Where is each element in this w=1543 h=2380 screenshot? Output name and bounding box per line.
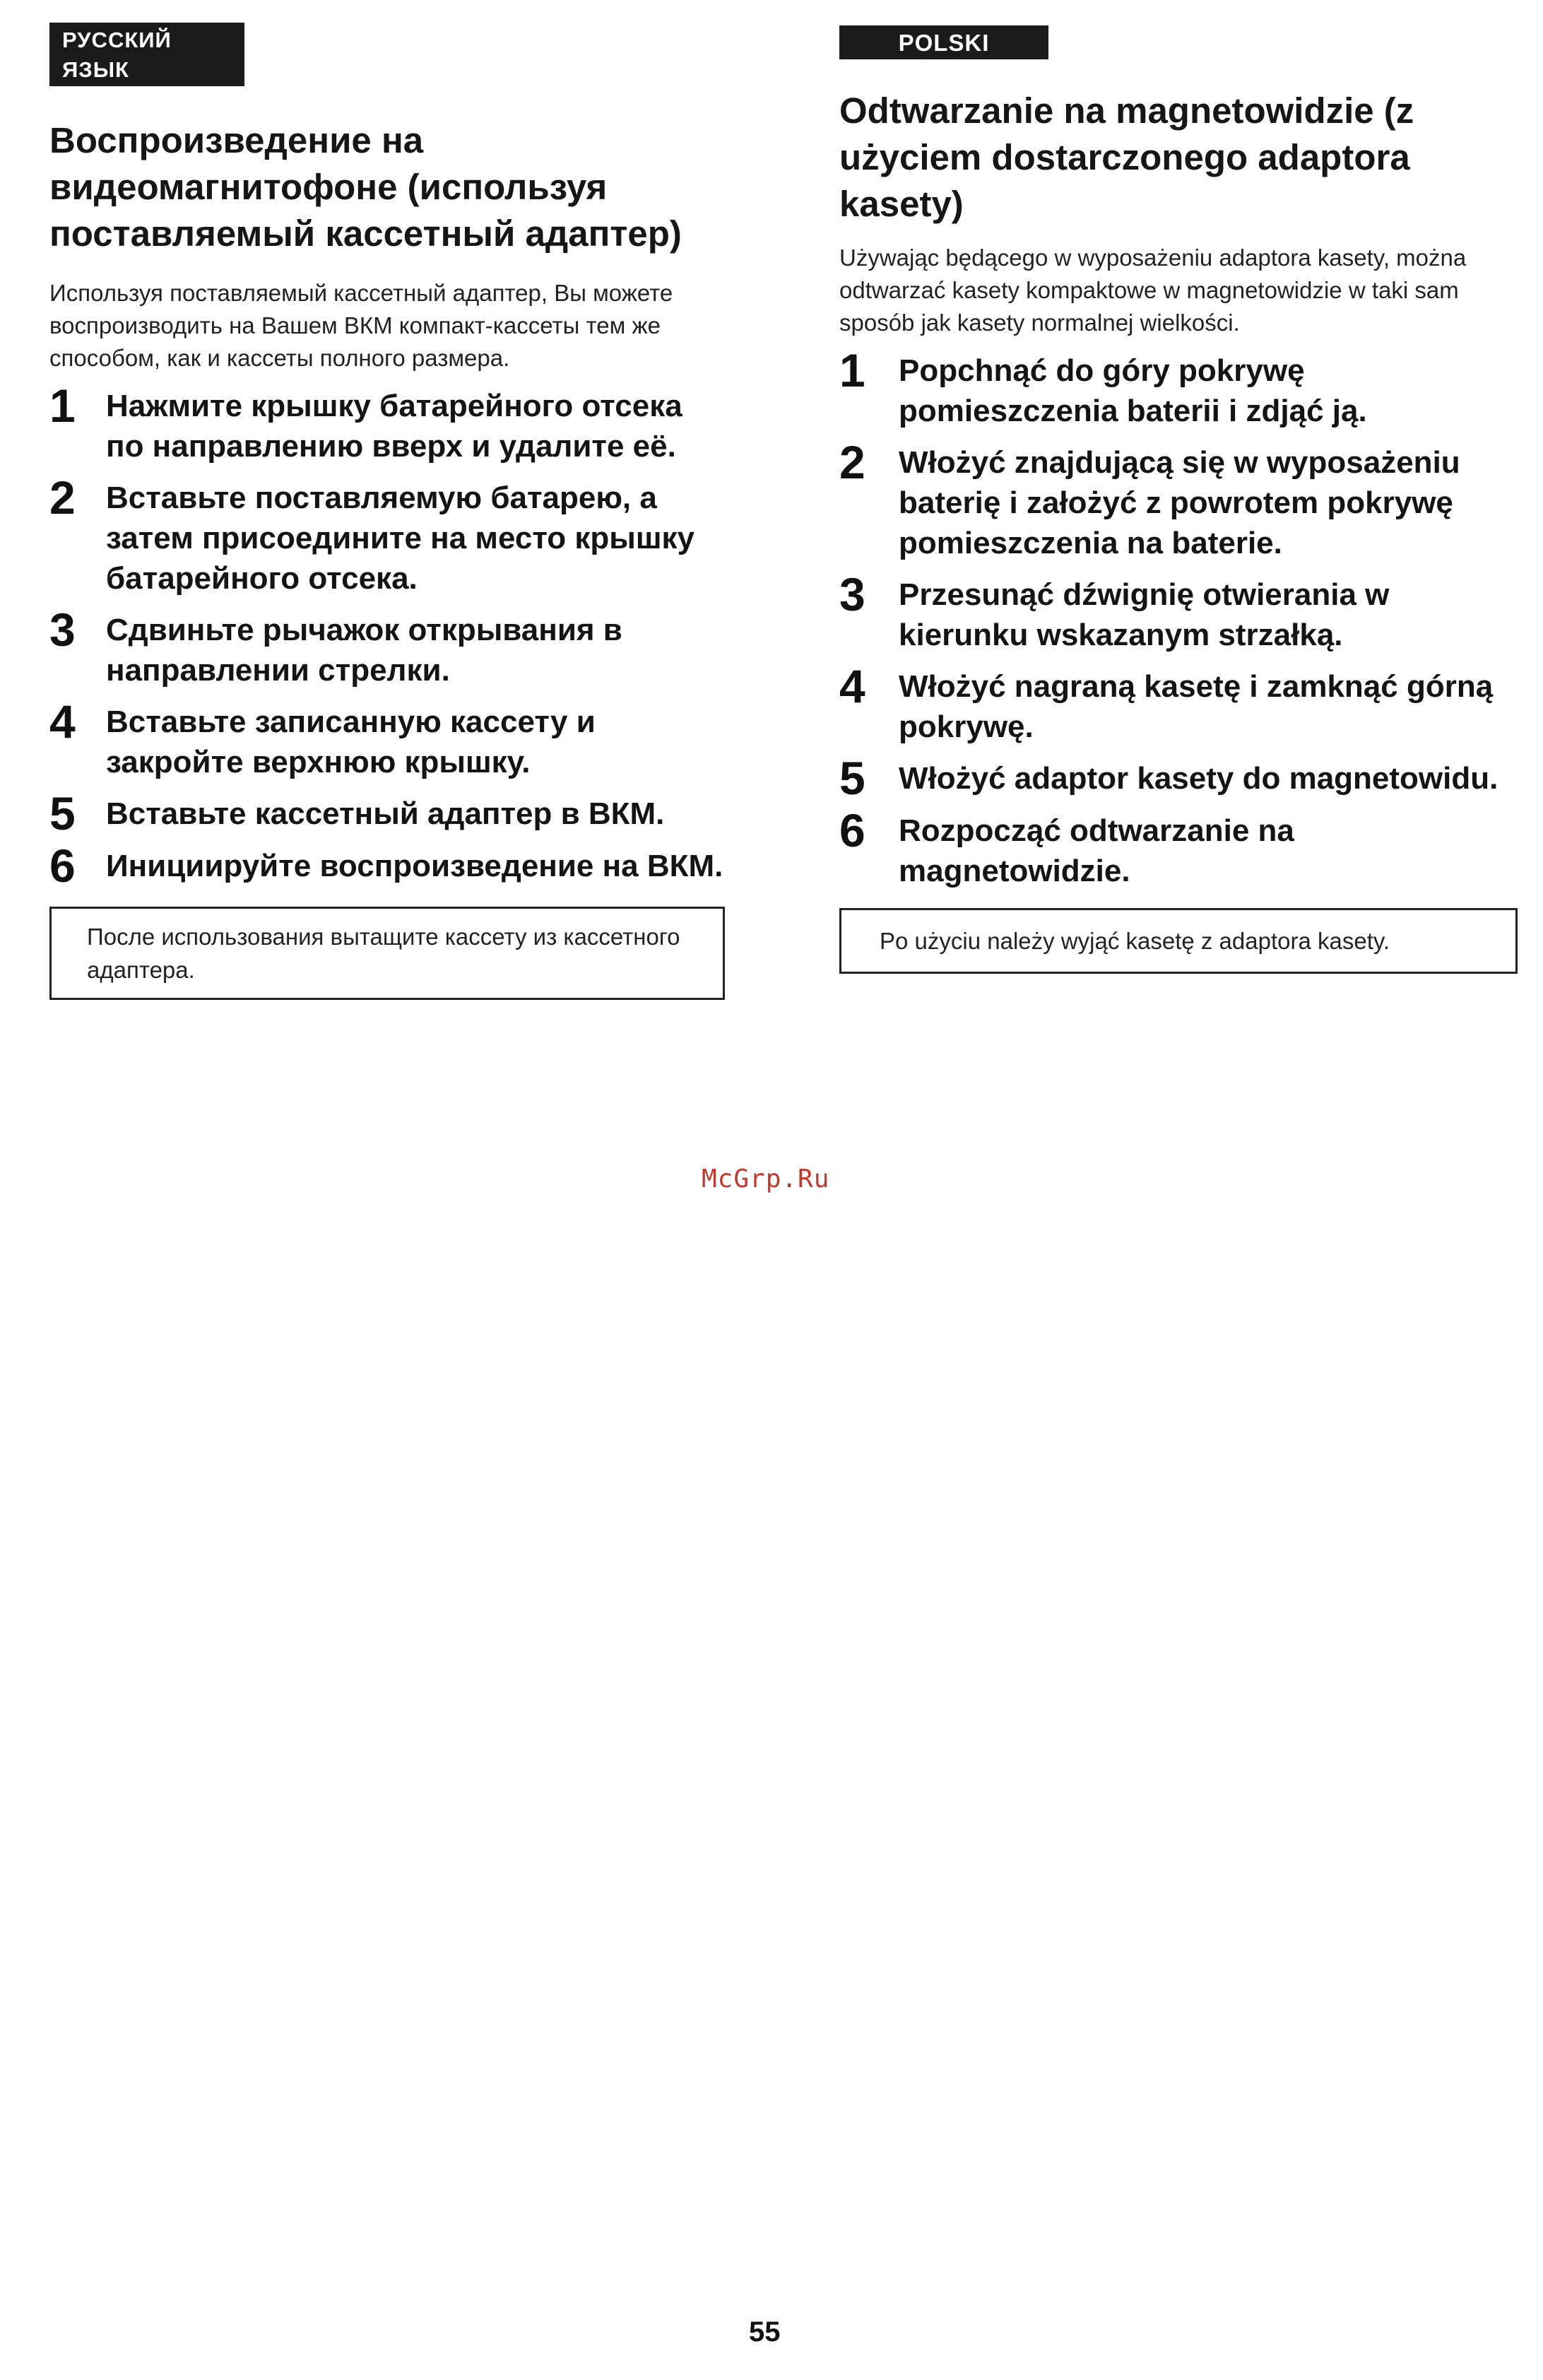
step-item [839,568,1518,655]
step-number: 1 [839,344,865,396]
intro-paragraph-polish: Używając będącego w wyposażeniu adaptora kasety, można odtwarzać kasety kompaktowe w magnetowidzie w taki sam sposób jak kasety normalnej wielkości. [839,245,1467,336]
step-text: Włożyć adaptor kasety do magnetowidu. [899,761,1498,796]
step-number: 4 [49,695,76,748]
step-number: 5 [839,752,865,804]
watermark-link[interactable]: McGrp.Ru [702,1165,830,1194]
step-number: 6 [49,840,76,892]
language-tag-polish: POLSKI [839,25,1048,59]
step-text: Инициируйте воспроизведение на ВКМ. [106,849,723,883]
step-number: 2 [839,436,865,488]
step-item [49,379,728,466]
step-item [49,695,728,782]
step-item [839,752,1518,804]
step-number: 5 [49,787,76,840]
step-text: Нажмите крышку батарейного отсека по направлению вверх и удалите её. [106,389,682,464]
step-number: 4 [839,660,865,712]
page-number: 55 [749,2316,781,2347]
section-title-russian: Воспроизведение на видеомагнитофоне (используя поставляемый кассетный адаптер) [49,120,682,254]
step-text: Rozpocząć odtwarzanie na magnetowidzie. [899,813,1294,888]
step-item [49,840,728,892]
step-number: 1 [49,379,76,432]
russian-column [49,23,728,1000]
note-box-russian: После использования вытащите кассету из кассетного адаптера. [49,907,725,1000]
step-text: Włożyć znajdującą się w wyposażeniu baterię i założyć z powrotem pokrywę pomieszczenia na baterie. [899,445,1460,560]
step-text: Przesunąć dźwignię otwierania w kierunku wskazanym strzałką. [899,577,1390,652]
steps-list-russian [49,379,728,892]
step-item [839,344,1518,431]
step-number: 3 [839,568,865,620]
step-text: Вставьте поставляемую батарею, а затем присоедините на место крышку батарейного отсека. [106,481,695,596]
step-item [839,436,1518,563]
polish-column [839,23,1518,974]
step-text: Вставьте записанную кассету и закройте верхнюю крышку. [106,705,596,779]
step-item [49,603,728,690]
step-item [839,660,1518,747]
step-text: Сдвиньте рычажок открывания в направлении стрелки. [106,613,622,688]
note-box-polish: Po użyciu należy wyjąć kasetę z adaptora kasety. [839,908,1518,974]
step-text: Вставьте кассетный адаптер в ВКМ. [106,796,665,831]
section-title-polish: Odtwarzanie na magnetowidzie (z użyciem dostarczonego adaptora kasety) [839,90,1414,224]
intro-paragraph-russian: Используя поставляемый кассетный адаптер, Вы можете воспроизводить на Вашем ВКМ компакт-кассеты тем же способом, как и кассеты полного размера. [49,280,673,371]
steps-list-polish [839,344,1518,891]
step-number: 6 [839,804,865,856]
language-tag-russian: РУССКИЙ ЯЗЫК [49,23,244,86]
step-item [49,471,728,599]
step-item [839,804,1518,891]
step-text: Popchnąć do góry pokrywę pomieszczenia baterii i zdjąć ją. [899,353,1367,428]
step-number: 2 [49,471,76,524]
step-item [49,787,728,840]
step-text: Włożyć nagraną kasetę i zamknąć górną pokrywę. [899,669,1494,744]
step-number: 3 [49,603,76,656]
